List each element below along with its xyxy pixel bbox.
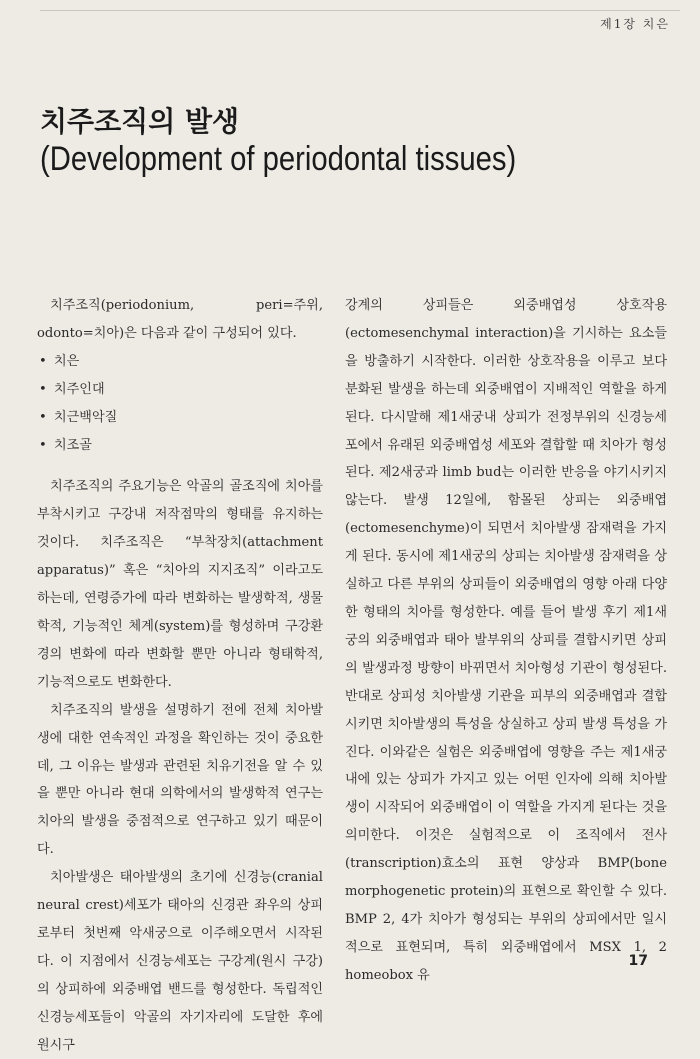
- body-paragraph: 치주조직의 주요기능은 악골의 골조직에 치아를 부착시키고 구강내 저작점막의 형태를 유지하는 것이다. 치주조직은 “부착장치(attachment apparatus)” 혹은 “치아의 지지조직” 이라고도 하는데, 연령증가에 따라 변화하는 발생학적, 생물학적, 기능적인 체계(system)를 형성하며 구강환경의 변화에 따라 변화할 뿐만 아니라 형태학적, 기능적으로도 변화한다.: [37, 479, 323, 690]
- list-item: • 치조골: [37, 432, 323, 460]
- right-column: [345, 292, 667, 990]
- body-paragraph: 치아발생은 태아발생의 초기에 신경능(cranial neural crest)세포가 태아의 신경관 좌우의 상피로부터 첫번째 악새궁으로 이주해오면서 시작된다. 이 지점에서 신경능세포는 구강계(원시 구강)의 상피하에 외중배엽 밴드를 형성한다. 독립적인 신경능세포들이 악골의 자기자리에 도달한 후에 원시구: [37, 870, 323, 1053]
- body-paragraph: 강계의 상피들은 외중배엽성 상호작용(ectomesenchymal interaction)을 기시하는 요소들을 방출하기 시작한다. 이러한 상호작용을 이루고 보다 분화된 발생을 하는데 외중배엽이 지배적인 역할을 하게 된다. 다시말해 제1새궁내 상피가 전정부위의 신경능세포에서 유래된 외중배엽성 세포와 결합할 때 치아가 형성된다. 제2새궁과 limb bud는 이러한 반응을 야기시키지 않는다. 발생 12일에, 함몰된 상피는 외중배엽(ectomesenchyme)이 되면서 치아발생 잠재력을 가지게 된다. 동시에 제1새궁의 상피는 치아발생 잠재력을 상실하고 다른 부위의 상피들이 외중배엽의 영향 아래 다양한 형태의 치아를 형성한다. 예를 들어 발생 후기 제1새궁의 외중배엽과 태아 발부위의 상피를 결합시키면 상피의 발생과정 방향이 바뀌면서 치아형성 기관이 형성된다. 반대로 상피성 치아발생 기관을 피부의 외중배엽과 결합시키면 치아발생의 특성을 상실하고 상피 발생 특성을 가진다. 이와같은 실험은 외중배엽에 영향을 주는 제1새궁내에 있는 상피가 가지고 있는 어떤 인자에 의해 치아발생이 시작되어 외중배엽이 이 역할을 가지게 된다는 것을 의미한다. 이것은 실험적으로 이 조직에서 전사(transcription)효소의 표현 양상과 BMP(bone morphogenetic protein)의 표현으로 확인할 수 있다. BMP 2, 4가 치아가 형성되는 부위의 상피에서만 일시적으로 표현되며, 특히 외중배엽에서 MSX 1, 2 homeobox 유: [345, 298, 667, 983]
- page-number: 17: [628, 953, 648, 969]
- list-item: • 치은: [37, 348, 323, 376]
- top-rule: [40, 10, 680, 11]
- component-list: [37, 348, 323, 460]
- list-item: • 치근백악질: [37, 404, 323, 432]
- section-title-english: (Development of periodontal tissues): [40, 140, 517, 178]
- list-item: • 치주인대: [37, 376, 323, 404]
- paragraph-gap: [37, 459, 323, 473]
- running-header: 제1장 치은: [600, 17, 670, 31]
- body-paragraph: 치주조직의 발생을 설명하기 전에 전체 치아발생에 대한 연속적인 과정을 확인하는 것이 중요한데, 그 이유는 발생과 관련된 치유기전을 알 수 있을 뿐만 아니라 현대 의학에서의 발생학적 연구는 치아의 발생을 중점적으로 연구하고 있기 때문이다.: [37, 702, 323, 858]
- section-title-korean: 치주조직의 발생: [40, 105, 240, 138]
- intro-paragraph: 치주조직(periodonium, peri=주위, odonto=치아)은 다음과 같이 구성되어 있다.: [37, 298, 323, 341]
- left-column: [37, 292, 323, 1059]
